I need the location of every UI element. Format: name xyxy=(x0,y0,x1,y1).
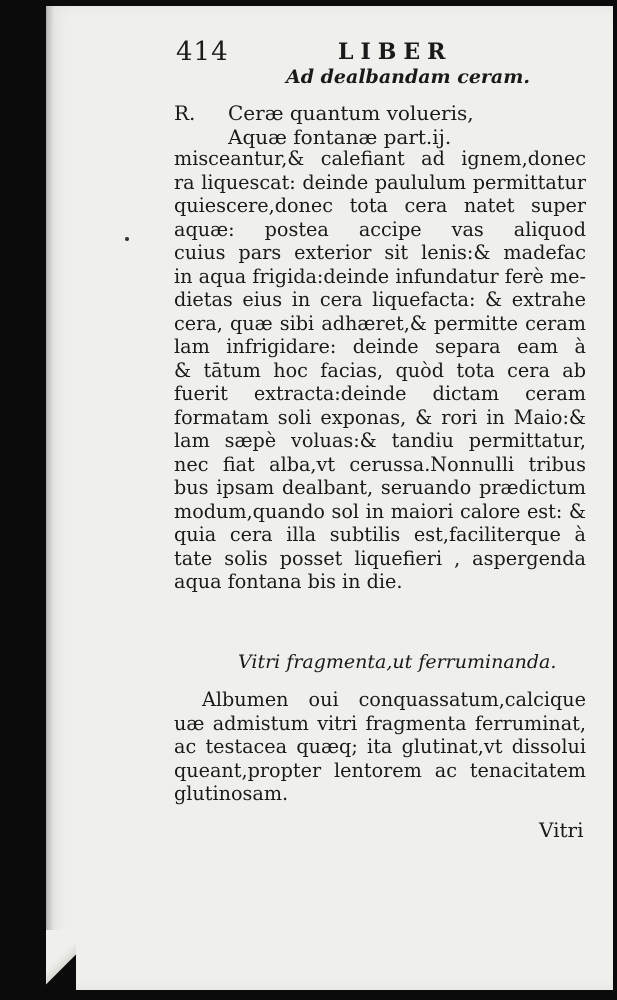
section-title: Ad dealbandam ceram. xyxy=(286,66,530,88)
text-line: quiescere,donec tota cera natet super xyxy=(174,194,586,217)
ingredient-line: Aquæ fontanæ part.ij. xyxy=(228,125,452,149)
text-line: nec fiat alba,vt cerussa.Nonnulli tribus xyxy=(174,452,586,476)
catchword: Vitri xyxy=(539,818,584,842)
running-head: LIBER xyxy=(338,39,453,65)
text-line: aqua fontana bis in die. xyxy=(174,570,403,593)
text-line: bus ipsam dealbant, seruando prædictum xyxy=(174,476,586,499)
recipe-body xyxy=(174,147,586,594)
recipe-mark: R. xyxy=(174,101,196,125)
text-line: tate solis posset liquefieri , aspergenda xyxy=(174,546,586,570)
spine-shadow xyxy=(46,6,54,990)
text-line: ac testacea quæq; ita glutinat,vt dissolui xyxy=(174,735,586,758)
text-line: formatam soli exponas, & rori in Maio:& xyxy=(174,405,586,429)
page-corner-fold xyxy=(46,930,76,990)
text-line: uæ admistum vitri fragmenta ferruminat, xyxy=(174,711,586,735)
text-line: modum,quando sol in maiori calore est: & xyxy=(174,499,586,523)
text-line: in aqua frigida:deinde infundatur ferè me- xyxy=(174,264,586,288)
text-line: dietas eius in cera liquefacta: & extrahe xyxy=(174,288,586,311)
text-line: cuius pars exterior sit lenis:& madefac xyxy=(174,241,586,264)
section2-body xyxy=(174,688,586,806)
page-number: 414 xyxy=(176,37,229,67)
text-line: aquæ: postea accipe vas aliquod xyxy=(174,217,586,241)
text-line: glutinosam. xyxy=(174,782,289,805)
text-line: lam sæpè voluas:& tandiu permittatur, xyxy=(174,429,586,452)
text-line: quia cera illa subtilis est,faciliterque à xyxy=(174,523,586,546)
text-line: misceantur,& calefiant ad ignem,donec xyxy=(174,147,586,170)
text-line: Albumen oui conquassatum,calcique xyxy=(202,688,586,711)
ink-speck xyxy=(125,237,129,241)
text-line: lam infrigidare: deinde separa eam à xyxy=(174,335,586,358)
text-line: fuerit extracta:deinde dictam ceram xyxy=(174,382,586,405)
text-line: & tātum hoc facias, quòd tota cera ab xyxy=(174,358,586,382)
ingredient-line: Ceræ quantum volueris, xyxy=(228,101,474,125)
text-line: ra liquescat: deinde paululum permittatur xyxy=(174,170,586,194)
section2-title: Vitri fragmenta,ut ferruminanda. xyxy=(238,651,557,673)
text-line: cera, quæ sibi adhæret,& permitte ceram xyxy=(174,311,586,335)
text-line: queant,propter lentorem ac tenacitatem xyxy=(174,758,586,782)
